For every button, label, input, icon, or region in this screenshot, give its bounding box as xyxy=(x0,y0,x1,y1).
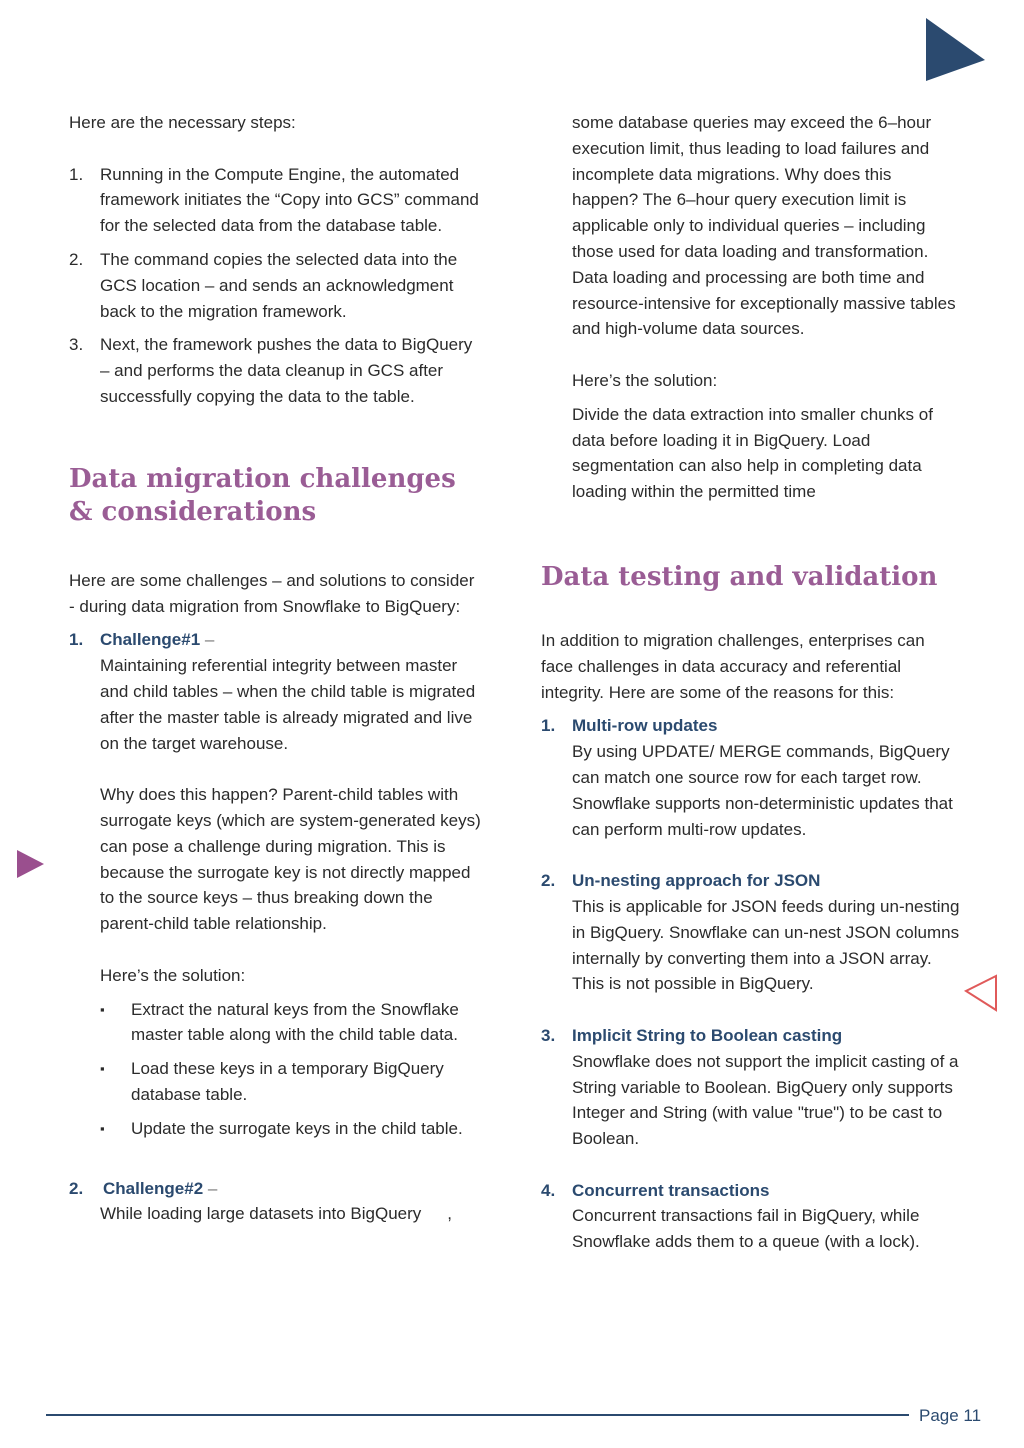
list-number: 3. xyxy=(69,335,84,355)
challenge-dash: – xyxy=(203,1178,218,1198)
right-column xyxy=(541,110,961,1255)
list-number: 2. xyxy=(69,1178,84,1198)
item-body: By using UPDATE/ MERGE commands, BigQuery can match one source row for each target row. Snowflake supports non-deterministic updates that can perform multi-row updates. xyxy=(572,742,953,839)
list-text: The command copies the selected data into the GCS location – and sends an acknowledgment back to the migration framework. xyxy=(100,249,458,321)
list-number: 1. xyxy=(69,164,84,184)
challenge-dash: – xyxy=(200,630,215,650)
challenges-list xyxy=(69,627,484,1227)
section-heading: Data testing and validation xyxy=(541,561,938,592)
bullet-text: Extract the natural keys from the Snowflake master table along with the child table data. xyxy=(131,999,459,1045)
list-text: Next, the framework pushes the data to BigQuery – and performs the data cleanup in GCS after successfully copying the data to the table. xyxy=(100,335,473,406)
solution-bullets xyxy=(100,997,484,1142)
item-body: Concurrent transactions fail in BigQuery, while Snowflake adds them to a queue (with a lock). xyxy=(572,1206,920,1252)
solution-label: Here’s the solution: xyxy=(572,370,718,390)
bullet-text: Load these keys in a temporary BigQuery database table. xyxy=(131,1059,444,1104)
challenge-trail: , xyxy=(447,1204,453,1224)
list-item xyxy=(541,713,961,842)
red-outline-triangle-icon xyxy=(963,973,999,1013)
navy-triangle-icon xyxy=(923,18,987,82)
list-number: 2. xyxy=(69,249,84,269)
list-item xyxy=(541,1178,961,1255)
list-number: 3. xyxy=(541,1025,556,1045)
left-column xyxy=(69,110,484,1227)
footer-divider xyxy=(46,1414,909,1416)
item-body: Snowflake does not support the implicit casting of a String variable to Boolean. BigQuery only supports Integer and String (with value "true") to be cast to Boolean. xyxy=(572,1051,959,1149)
item-title: Un-nesting approach for JSON xyxy=(572,871,821,891)
list-number: 2. xyxy=(541,871,556,891)
list-number: 4. xyxy=(541,1180,556,1200)
challenges-intro: Here are some challenges – and solutions to consider - during data migration from Snowflake to BigQuery: xyxy=(69,570,475,616)
bullet-item xyxy=(100,1056,484,1108)
list-item xyxy=(541,868,961,997)
item-body: This is applicable for JSON feeds during un-nesting in BigQuery. Snowflake can un-nest JSON columns internally by converting them into a JSON array. This is not possible in BigQuery. xyxy=(572,896,960,994)
item-title: Implicit String to Boolean casting xyxy=(572,1025,843,1045)
challenge-item xyxy=(69,627,484,1141)
challenge-body: Maintaining referential integrity between master and child tables – when the child table is migrated after the master table is already migrated and live on the target warehouse. xyxy=(100,656,476,753)
challenge-item xyxy=(69,1176,484,1228)
list-text: Running in the Compute Engine, the automated framework initiates the “Copy into GCS” command for the selected data from the database table. xyxy=(100,164,479,236)
list-item xyxy=(69,247,484,324)
solution-text: Divide the data extraction into smaller chunks of data before loading it in BigQuery. Load segmentation can also help in completing data loading within the permitted time xyxy=(572,404,933,502)
list-number: 1. xyxy=(69,630,84,650)
challenge-title: Challenge#2 xyxy=(103,1178,204,1198)
bullet-icon: ▪ xyxy=(100,1061,105,1077)
challenge-title: Challenge#1 xyxy=(100,630,201,650)
steps-intro: Here are the necessary steps: xyxy=(69,113,296,132)
continued-text: some database queries may exceed the 6–hour execution limit, thus leading to load failures and incomplete data migrations. Why does this happen? The 6–hour query execution limit is applicable only to individual queries – including those used for data loading and transformation. Data loading and processing are both time and resource-intensive for exceptionally massive tables and high-volume data sources. xyxy=(572,113,956,339)
bullet-text: Update the surrogate keys in the child table. xyxy=(131,1118,463,1138)
list-item xyxy=(69,162,484,239)
testing-intro: In addition to migration challenges, enterprises can face challenges in data accuracy and referential integrity. Here are some of the reasons for this: xyxy=(541,630,925,702)
list-number: 1. xyxy=(541,716,556,736)
list-item xyxy=(541,1023,961,1152)
solution-label: Here’s the solution: xyxy=(100,965,246,985)
challenge-why: Why does this happen? Parent-child tables with surrogate keys (which are system-generated keys) can pose a challenge during migration. This is because the surrogate key is not directly mapped to the source keys – thus breaking down the parent-child table relationship. xyxy=(100,785,481,934)
bullet-item xyxy=(100,997,484,1049)
purple-triangle-icon xyxy=(16,850,46,880)
bullet-icon: ▪ xyxy=(100,1120,105,1136)
challenge-body: While loading large datasets into BigQuery xyxy=(100,1204,422,1224)
steps-list xyxy=(69,162,484,410)
bullet-item xyxy=(100,1116,484,1142)
list-item xyxy=(69,332,484,409)
testing-list xyxy=(541,713,961,1255)
page-number: Page 11 xyxy=(919,1406,982,1425)
bullet-icon: ▪ xyxy=(100,1001,105,1017)
section-heading: Data migration challenges & considerations xyxy=(69,463,456,527)
item-title: Concurrent transactions xyxy=(572,1180,770,1200)
item-title: Multi-row updates xyxy=(572,716,718,736)
